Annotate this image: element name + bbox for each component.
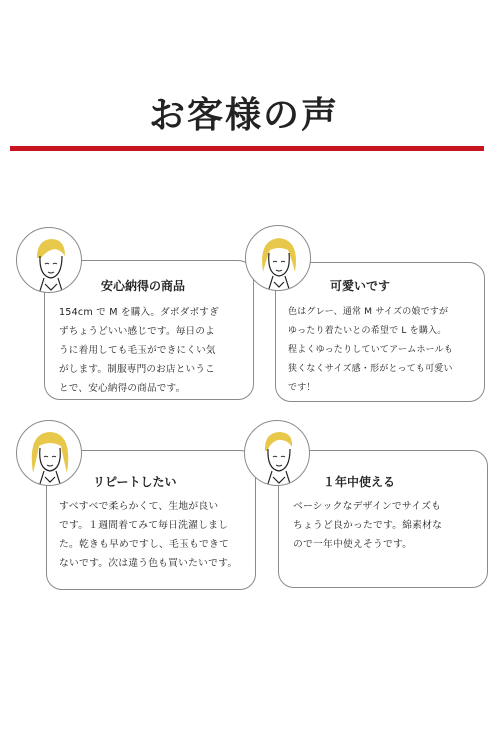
- review-text: 154cm で M を購入。ダボダボすぎ ずちょうどいい感じです。毎日のよ うに着用しても毛玉ができにくい気 がします。制服専門のお店というこ とで、安心納得の商品です。: [59, 307, 219, 394]
- review-title: １年中使える: [323, 475, 396, 489]
- bob-hair-person-icon: [245, 225, 311, 291]
- page-title: お客様の声: [148, 95, 339, 136]
- review-title: 可愛いです: [330, 279, 391, 293]
- short-hair-person-icon: [16, 227, 82, 293]
- title-underline: [10, 146, 484, 151]
- review-title: リピートしたい: [93, 475, 177, 489]
- review-text: ベーシックなデザインでサイズも ちょうど良かったです。綿素材な ので一年中使えそうです。: [293, 501, 443, 550]
- review-text: 色はグレー、通常 M サイズの娘ですが ゆったり着たいとの希望で L を購入。 程よくゆったりしていてアームホールも 狭くなくサイズ感・形がとっても可愛い です！: [288, 307, 454, 393]
- long-hair-person-icon: [16, 420, 82, 486]
- review-card: [278, 450, 488, 588]
- short-hair-person-icon: [244, 420, 310, 486]
- review-text: すべすべで柔らかくて、生地が良い です。１週間着てみて毎日洗濯しまし た。乾きも早めですし、毛玉もできて ないです。次は違う色も買いたいです。: [59, 501, 238, 569]
- review-title: 安心納得の商品: [101, 279, 186, 293]
